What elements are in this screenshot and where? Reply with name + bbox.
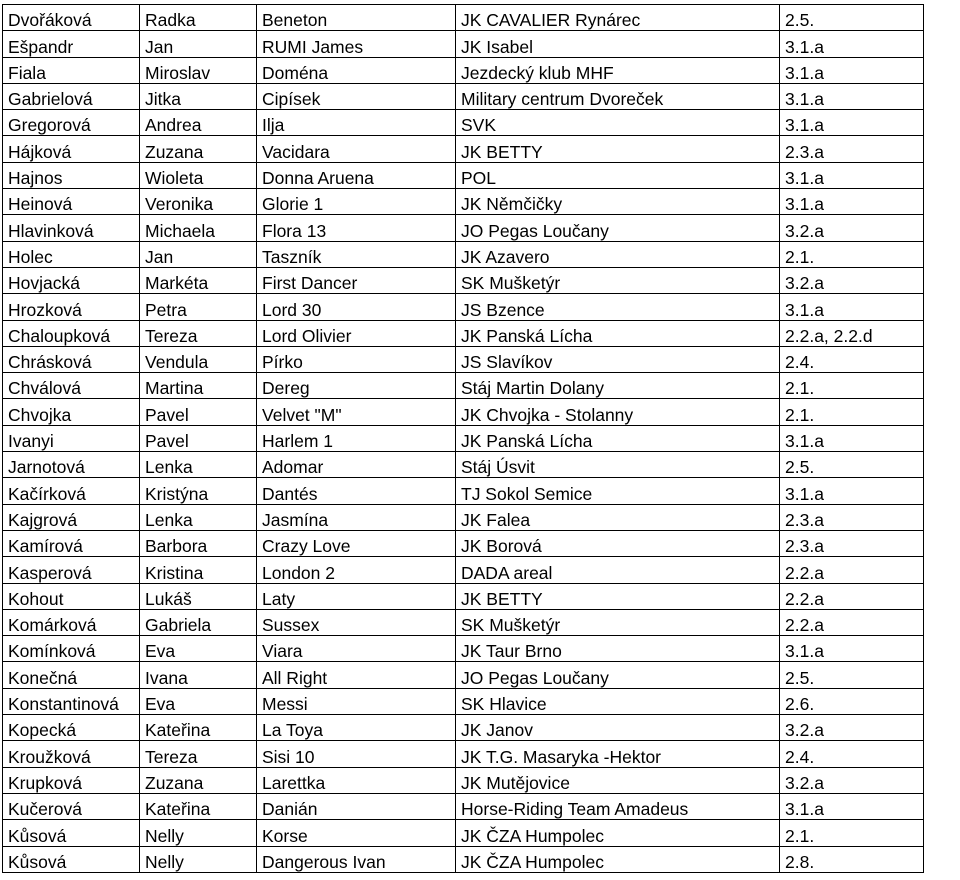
category-cell: 2.2.a — [780, 557, 924, 583]
first-name-cell: Barbora — [140, 530, 257, 556]
surname-cell: Kučerová — [3, 793, 140, 819]
category-cell: 2.8. — [780, 846, 924, 872]
table-row — [3, 162, 924, 188]
club-cell: JK BETTY — [456, 136, 780, 162]
category-cell: 3.2.a — [780, 715, 924, 741]
club-cell: SK Mušketýr — [456, 609, 780, 635]
club-cell: JK Chvojka - Stolanny — [456, 399, 780, 425]
club-cell: JK CAVALIER Rynárec — [456, 5, 780, 31]
surname-cell: Hrozková — [3, 294, 140, 320]
horse-cell: Taszník — [257, 241, 456, 267]
first-name-cell: Lenka — [140, 504, 257, 530]
table-row — [3, 110, 924, 136]
first-name-cell: Lukáš — [140, 583, 257, 609]
club-cell: JK Azavero — [456, 241, 780, 267]
club-cell: JK Němčičky — [456, 189, 780, 215]
category-cell: 2.1. — [780, 820, 924, 846]
horse-cell: Viara — [257, 636, 456, 662]
first-name-cell: Jan — [140, 241, 257, 267]
first-name-cell: Eva — [140, 636, 257, 662]
club-cell: JK Taur Brno — [456, 636, 780, 662]
category-cell: 2.1. — [780, 373, 924, 399]
first-name-cell: Kateřina — [140, 793, 257, 819]
horse-cell: Laty — [257, 583, 456, 609]
table-row — [3, 688, 924, 714]
horse-cell: Donna Aruena — [257, 162, 456, 188]
horse-cell: Beneton — [257, 5, 456, 31]
club-cell: DADA areal — [456, 557, 780, 583]
surname-cell: Kroužková — [3, 741, 140, 767]
table-row — [3, 452, 924, 478]
category-cell: 2.6. — [780, 688, 924, 714]
first-name-cell: Lenka — [140, 452, 257, 478]
club-cell: JK Janov — [456, 715, 780, 741]
horse-cell: Sisi 10 — [257, 741, 456, 767]
category-cell: 2.3.a — [780, 530, 924, 556]
horse-cell: Jasmína — [257, 504, 456, 530]
horse-cell: Dangerous Ivan — [257, 846, 456, 872]
club-cell: JS Bzence — [456, 294, 780, 320]
surname-cell: Jarnotová — [3, 452, 140, 478]
horse-cell: Dereg — [257, 373, 456, 399]
club-cell: POL — [456, 162, 780, 188]
first-name-cell: Kateřina — [140, 715, 257, 741]
first-name-cell: Pavel — [140, 399, 257, 425]
table-row — [3, 189, 924, 215]
first-name-cell: Jitka — [140, 83, 257, 109]
first-name-cell: Jan — [140, 31, 257, 57]
surname-cell: Kamírová — [3, 530, 140, 556]
table-row — [3, 662, 924, 688]
first-name-cell: Zuzana — [140, 136, 257, 162]
surname-cell: Kajgrová — [3, 504, 140, 530]
surname-cell: Kohout — [3, 583, 140, 609]
surname-cell: Hlavinková — [3, 215, 140, 241]
category-cell: 3.2.a — [780, 767, 924, 793]
first-name-cell: Ivana — [140, 662, 257, 688]
category-cell: 2.2.a — [780, 583, 924, 609]
club-cell: JK Mutějovice — [456, 767, 780, 793]
surname-cell: Konečná — [3, 662, 140, 688]
surname-cell: Kasperová — [3, 557, 140, 583]
horse-cell: La Toya — [257, 715, 456, 741]
first-name-cell: Vendula — [140, 346, 257, 372]
table-row — [3, 741, 924, 767]
club-cell: JK ČZA Humpolec — [456, 820, 780, 846]
table-row — [3, 399, 924, 425]
category-cell: 3.1.a — [780, 110, 924, 136]
surname-cell: Chrásková — [3, 346, 140, 372]
club-cell: JO Pegas Loučany — [456, 662, 780, 688]
club-cell: Stáj Úsvit — [456, 452, 780, 478]
club-cell: JO Pegas Loučany — [456, 215, 780, 241]
horse-cell: Danián — [257, 793, 456, 819]
first-name-cell: Miroslav — [140, 57, 257, 83]
club-cell: Stáj Martin Dolany — [456, 373, 780, 399]
club-cell: TJ Sokol Semice — [456, 478, 780, 504]
horse-cell: Larettka — [257, 767, 456, 793]
club-cell: Jezdecký klub MHF — [456, 57, 780, 83]
table-row — [3, 715, 924, 741]
surname-cell: Hovjacká — [3, 267, 140, 293]
horse-cell: Adomar — [257, 452, 456, 478]
club-cell: JK Borová — [456, 530, 780, 556]
surname-cell: Heinová — [3, 189, 140, 215]
first-name-cell: Tereza — [140, 741, 257, 767]
table-row — [3, 767, 924, 793]
table-row — [3, 846, 924, 872]
club-cell: JK Isabel — [456, 31, 780, 57]
horse-cell: Pírko — [257, 346, 456, 372]
table-row — [3, 136, 924, 162]
category-cell: 2.1. — [780, 399, 924, 425]
table-row — [3, 83, 924, 109]
horse-cell: Cipísek — [257, 83, 456, 109]
table-row — [3, 478, 924, 504]
surname-cell: Fiala — [3, 57, 140, 83]
table-row — [3, 820, 924, 846]
table-row — [3, 793, 924, 819]
first-name-cell: Nelly — [140, 846, 257, 872]
club-cell: JK BETTY — [456, 583, 780, 609]
surname-cell: Hájková — [3, 136, 140, 162]
surname-cell: Gabrielová — [3, 83, 140, 109]
horse-cell: Velvet "M" — [257, 399, 456, 425]
table-row — [3, 583, 924, 609]
first-name-cell: Kristýna — [140, 478, 257, 504]
first-name-cell: Tereza — [140, 320, 257, 346]
category-cell: 2.4. — [780, 741, 924, 767]
category-cell: 3.1.a — [780, 31, 924, 57]
horse-cell: Lord Olivier — [257, 320, 456, 346]
surname-cell: Holec — [3, 241, 140, 267]
category-cell: 2.4. — [780, 346, 924, 372]
first-name-cell: Martina — [140, 373, 257, 399]
club-cell: Horse-Riding Team Amadeus — [456, 793, 780, 819]
horse-cell: Ilja — [257, 110, 456, 136]
horse-cell: Lord 30 — [257, 294, 456, 320]
first-name-cell: Pavel — [140, 425, 257, 451]
table-row — [3, 530, 924, 556]
surname-cell: Chválová — [3, 373, 140, 399]
entries-table — [2, 4, 924, 873]
category-cell: 3.1.a — [780, 162, 924, 188]
first-name-cell: Andrea — [140, 110, 257, 136]
surname-cell: Kačírková — [3, 478, 140, 504]
category-cell: 2.5. — [780, 662, 924, 688]
table-row — [3, 557, 924, 583]
first-name-cell: Petra — [140, 294, 257, 320]
category-cell: 3.1.a — [780, 425, 924, 451]
table-row — [3, 504, 924, 530]
first-name-cell: Wioleta — [140, 162, 257, 188]
club-cell: JS Slavíkov — [456, 346, 780, 372]
table-row — [3, 373, 924, 399]
table-row — [3, 425, 924, 451]
category-cell: 3.1.a — [780, 189, 924, 215]
surname-cell: Komínková — [3, 636, 140, 662]
horse-cell: Doména — [257, 57, 456, 83]
horse-cell: Dantés — [257, 478, 456, 504]
surname-cell: Krupková — [3, 767, 140, 793]
horse-cell: Sussex — [257, 609, 456, 635]
surname-cell: Konstantinová — [3, 688, 140, 714]
category-cell: 2.2.a — [780, 609, 924, 635]
category-cell: 3.1.a — [780, 636, 924, 662]
surname-cell: Kůsová — [3, 846, 140, 872]
table-row — [3, 241, 924, 267]
club-cell: JK ČZA Humpolec — [456, 846, 780, 872]
club-cell: JK Falea — [456, 504, 780, 530]
first-name-cell: Kristina — [140, 557, 257, 583]
category-cell: 2.5. — [780, 5, 924, 31]
club-cell: Military centrum Dvoreček — [456, 83, 780, 109]
table-row — [3, 320, 924, 346]
surname-cell: Dvořáková — [3, 5, 140, 31]
first-name-cell: Radka — [140, 5, 257, 31]
surname-cell: Komárková — [3, 609, 140, 635]
club-cell: SVK — [456, 110, 780, 136]
table-row — [3, 5, 924, 31]
horse-cell: Flora 13 — [257, 215, 456, 241]
horse-cell: Harlem 1 — [257, 425, 456, 451]
first-name-cell: Michaela — [140, 215, 257, 241]
entries-table-body — [3, 5, 924, 873]
category-cell: 3.2.a — [780, 215, 924, 241]
horse-cell: Glorie 1 — [257, 189, 456, 215]
surname-cell: Hajnos — [3, 162, 140, 188]
table-row — [3, 215, 924, 241]
table-row — [3, 267, 924, 293]
category-cell: 3.1.a — [780, 793, 924, 819]
horse-cell: London 2 — [257, 557, 456, 583]
table-row — [3, 31, 924, 57]
surname-cell: Kůsová — [3, 820, 140, 846]
horse-cell: Messi — [257, 688, 456, 714]
category-cell: 3.1.a — [780, 57, 924, 83]
table-row — [3, 609, 924, 635]
category-cell: 2.5. — [780, 452, 924, 478]
surname-cell: Chaloupková — [3, 320, 140, 346]
club-cell: SK Hlavice — [456, 688, 780, 714]
surname-cell: Chvojka — [3, 399, 140, 425]
table-row — [3, 57, 924, 83]
horse-cell: First Dancer — [257, 267, 456, 293]
horse-cell: Vacidara — [257, 136, 456, 162]
horse-cell: Korse — [257, 820, 456, 846]
category-cell: 3.1.a — [780, 83, 924, 109]
category-cell: 3.2.a — [780, 267, 924, 293]
surname-cell: Ivanyi — [3, 425, 140, 451]
category-cell: 2.1. — [780, 241, 924, 267]
table-row — [3, 636, 924, 662]
category-cell: 2.3.a — [780, 504, 924, 530]
first-name-cell: Gabriela — [140, 609, 257, 635]
horse-cell: Crazy Love — [257, 530, 456, 556]
surname-cell: Gregorová — [3, 110, 140, 136]
surname-cell: Ešpandr — [3, 31, 140, 57]
category-cell: 3.1.a — [780, 294, 924, 320]
surname-cell: Kopecká — [3, 715, 140, 741]
table-row — [3, 346, 924, 372]
club-cell: SK Mušketýr — [456, 267, 780, 293]
horse-cell: RUMI James — [257, 31, 456, 57]
horse-cell: All Right — [257, 662, 456, 688]
first-name-cell: Zuzana — [140, 767, 257, 793]
table-row — [3, 294, 924, 320]
category-cell: 2.3.a — [780, 136, 924, 162]
club-cell: JK Panská Lícha — [456, 320, 780, 346]
first-name-cell: Eva — [140, 688, 257, 714]
club-cell: JK Panská Lícha — [456, 425, 780, 451]
first-name-cell: Markéta — [140, 267, 257, 293]
club-cell: JK T.G. Masaryka -Hektor — [456, 741, 780, 767]
first-name-cell: Veronika — [140, 189, 257, 215]
category-cell: 3.1.a — [780, 478, 924, 504]
category-cell: 2.2.a, 2.2.d — [780, 320, 924, 346]
first-name-cell: Nelly — [140, 820, 257, 846]
